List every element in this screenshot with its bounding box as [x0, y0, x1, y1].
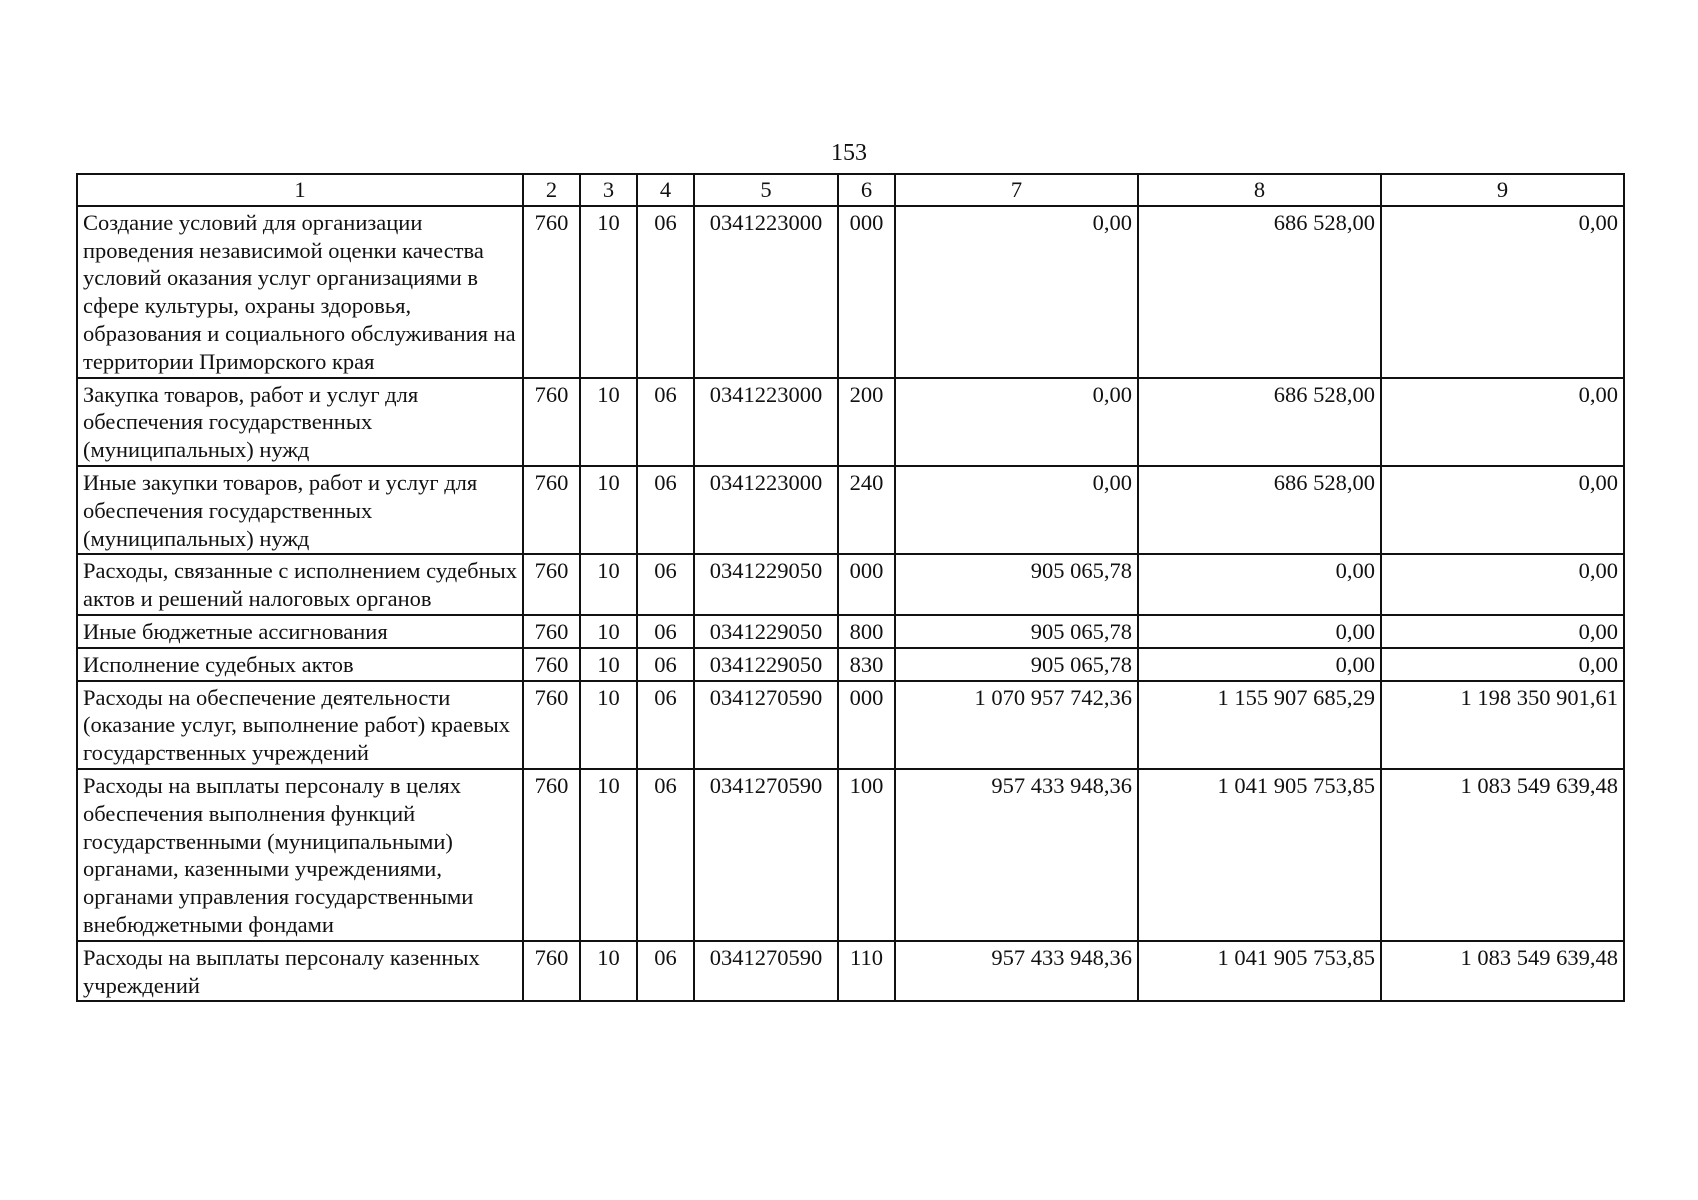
expense-name: Создание условий для организации проведения независимой оценки качества условий оказания услуг организациями в сфере культуры, охраны здоровья, образования и социального обслуживания на территории Приморского края: [77, 206, 523, 378]
column-header: 4: [637, 174, 694, 206]
amount-col8: 686 528,00: [1138, 378, 1381, 466]
amount-col8: 0,00: [1138, 615, 1381, 648]
column-header: 8: [1138, 174, 1381, 206]
expense-name: Закупка товаров, работ и услуг для обеспечения государственных (муниципальных) нужд: [77, 378, 523, 466]
amount-col8: 1 041 905 753,85: [1138, 769, 1381, 941]
section-code: 10: [580, 615, 637, 648]
amount-col9: 0,00: [1381, 554, 1624, 615]
column-header: 9: [1381, 174, 1624, 206]
ministry-code: 760: [523, 941, 580, 1002]
target-article-code: 0341223000: [694, 206, 838, 378]
subsection-code: 06: [637, 466, 694, 554]
amount-col8: 686 528,00: [1138, 206, 1381, 378]
amount-col8: 0,00: [1138, 554, 1381, 615]
target-article-code: 0341229050: [694, 554, 838, 615]
amount-col9: 0,00: [1381, 615, 1624, 648]
column-header: 5: [694, 174, 838, 206]
page-number: 153: [831, 140, 867, 166]
target-article-code: 0341223000: [694, 466, 838, 554]
amount-col7: 1 070 957 742,36: [895, 681, 1138, 769]
amount-col9: 1 083 549 639,48: [1381, 941, 1624, 1002]
amount-col9: 1 083 549 639,48: [1381, 769, 1624, 941]
amount-col9: 0,00: [1381, 206, 1624, 378]
expense-type-code: 240: [838, 466, 895, 554]
amount-col7: 0,00: [895, 378, 1138, 466]
expense-name: Расходы, связанные с исполнением судебных актов и решений налоговых органов: [77, 554, 523, 615]
amount-col7: 905 065,78: [895, 554, 1138, 615]
section-code: 10: [580, 206, 637, 378]
subsection-code: 06: [637, 648, 694, 681]
table-row: [77, 941, 1624, 1002]
target-article-code: 0341270590: [694, 941, 838, 1002]
amount-col7: 905 065,78: [895, 615, 1138, 648]
ministry-code: 760: [523, 378, 580, 466]
expense-type-code: 200: [838, 378, 895, 466]
amount-col7: 905 065,78: [895, 648, 1138, 681]
ministry-code: 760: [523, 648, 580, 681]
subsection-code: 06: [637, 206, 694, 378]
table-row: [77, 769, 1624, 941]
section-code: 10: [580, 378, 637, 466]
amount-col9: 0,00: [1381, 648, 1624, 681]
ministry-code: 760: [523, 554, 580, 615]
section-code: 10: [580, 769, 637, 941]
amount-col8: 0,00: [1138, 648, 1381, 681]
amount-col9: 0,00: [1381, 378, 1624, 466]
expense-name: Расходы на выплаты персоналу в целях обеспечения выполнения функций государственными (муниципальными) органами, казенными учреждениями, органами управления государственными внебюджетными фондами: [77, 769, 523, 941]
amount-col7: 957 433 948,36: [895, 769, 1138, 941]
expense-name: Расходы на обеспечение деятельности (оказание услуг, выполнение работ) краевых государственных учреждений: [77, 681, 523, 769]
section-code: 10: [580, 648, 637, 681]
amount-col8: 1 155 907 685,29: [1138, 681, 1381, 769]
amount-col9: 1 198 350 901,61: [1381, 681, 1624, 769]
ministry-code: 760: [523, 769, 580, 941]
expense-type-code: 110: [838, 941, 895, 1002]
column-header: 2: [523, 174, 580, 206]
target-article-code: 0341270590: [694, 769, 838, 941]
expense-name: Исполнение судебных актов: [77, 648, 523, 681]
subsection-code: 06: [637, 941, 694, 1002]
expense-name: Иные бюджетные ассигнования: [77, 615, 523, 648]
ministry-code: 760: [523, 466, 580, 554]
amount-col8: 1 041 905 753,85: [1138, 941, 1381, 1002]
subsection-code: 06: [637, 681, 694, 769]
expense-type-code: 800: [838, 615, 895, 648]
table-row: [77, 681, 1624, 769]
amount-col7: 957 433 948,36: [895, 941, 1138, 1002]
expense-type-code: 000: [838, 206, 895, 378]
header-row: [77, 174, 1624, 206]
table-row: [77, 378, 1624, 466]
budget-table: [76, 173, 1625, 1002]
table-row: [77, 554, 1624, 615]
expense-type-code: 000: [838, 681, 895, 769]
table-row: [77, 206, 1624, 378]
section-code: 10: [580, 941, 637, 1002]
expense-type-code: 100: [838, 769, 895, 941]
target-article-code: 0341223000: [694, 378, 838, 466]
amount-col9: 0,00: [1381, 466, 1624, 554]
column-header: 3: [580, 174, 637, 206]
amount-col7: 0,00: [895, 466, 1138, 554]
target-article-code: 0341229050: [694, 648, 838, 681]
subsection-code: 06: [637, 769, 694, 941]
subsection-code: 06: [637, 615, 694, 648]
amount-col7: 0,00: [895, 206, 1138, 378]
section-code: 10: [580, 466, 637, 554]
table-row: [77, 615, 1624, 648]
column-header: 7: [895, 174, 1138, 206]
subsection-code: 06: [637, 378, 694, 466]
section-code: 10: [580, 681, 637, 769]
ministry-code: 760: [523, 206, 580, 378]
section-code: 10: [580, 554, 637, 615]
expense-name: Иные закупки товаров, работ и услуг для обеспечения государственных (муниципальных) нужд: [77, 466, 523, 554]
ministry-code: 760: [523, 681, 580, 769]
expense-type-code: 830: [838, 648, 895, 681]
target-article-code: 0341229050: [694, 615, 838, 648]
expense-name: Расходы на выплаты персоналу казенных учреждений: [77, 941, 523, 1002]
ministry-code: 760: [523, 615, 580, 648]
expense-type-code: 000: [838, 554, 895, 615]
subsection-code: 06: [637, 554, 694, 615]
amount-col8: 686 528,00: [1138, 466, 1381, 554]
table-row: [77, 466, 1624, 554]
column-header: 1: [77, 174, 523, 206]
column-header: 6: [838, 174, 895, 206]
table-row: [77, 648, 1624, 681]
target-article-code: 0341270590: [694, 681, 838, 769]
